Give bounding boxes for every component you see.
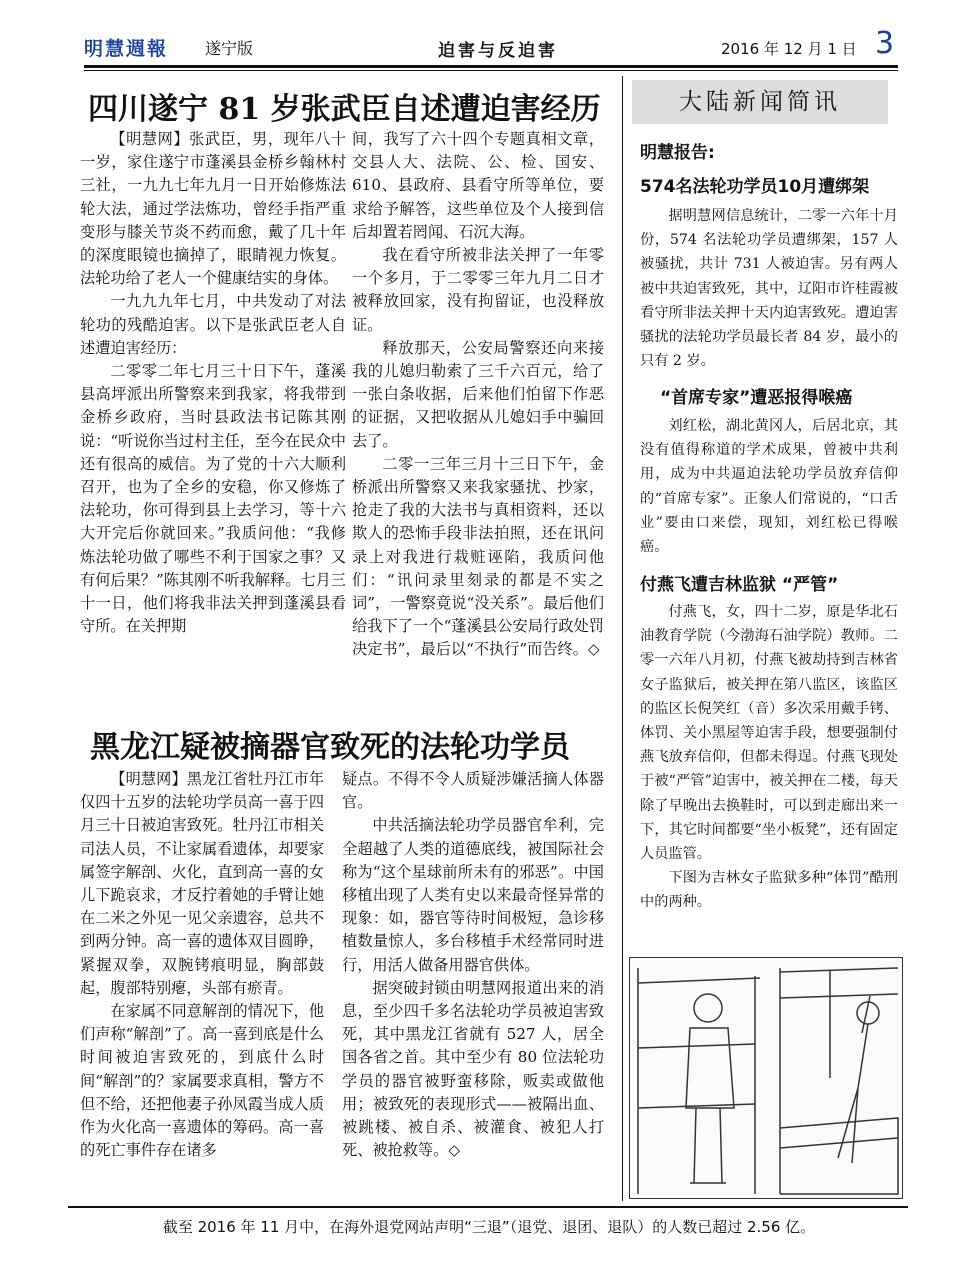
column-separator: [622, 76, 623, 1201]
issue-date: 2016 年 12 月 1 日: [721, 40, 857, 58]
article1-paragraph: 间，我写了六十四个专题真相文章，交县人大、法院、公、检、国安、610、县政府、县看守所等单位，要求给予解答，这些单位及个人接到信后却置若罔闻、石沉大海。: [352, 130, 604, 241]
sidebar-item2-body: [640, 414, 898, 559]
sidebar-item3-title: 付燕飞遭吉林监狱 “严管”: [640, 575, 839, 595]
torture-illustration: [629, 957, 903, 1199]
article1-paragraph: 一九九九年七月，中共发动了对法轮功的残酷迫害。以下是张武臣老人自述遭迫害经历：: [80, 292, 346, 357]
sidebar-paragraph: 下图为吉林女子监狱多种“体罚”酷刑中的两种。: [640, 870, 898, 911]
article1-paragraph: 【明慧网】张武臣，男，现年八十一岁，家住遂宁市蓬溪县金桥乡翰林村三社，一九九七年九月一日开始修炼法轮大法，通过学法炼功，曾经手指严重变形与膝关节炎不药而愈，戴了几十年的深度眼镜也摘掉了，眼睛视力恢复。法轮功给了老人一个健康结实的身体。: [80, 130, 346, 288]
article1-column-1: [80, 128, 346, 638]
page-number: 3: [875, 26, 895, 61]
edition-label: 遂宁版: [205, 39, 254, 58]
header-rule: [84, 65, 898, 68]
sidebar-title: 大陆新闻简讯: [632, 80, 888, 124]
article2-paragraph: 【明慧网】黑龙江省牡丹江市年仅四十五岁的法轮功学员高一喜于四月三十日被迫害致死。牡丹江市相关司法人员，不让家属看遗体，却要家属签字解剖、火化，直到高一喜的女儿下跪哀求，才反拧着她的手臂让她在二米之外见一见父亲遗容，总共不到两分钟。高一喜的遗体双目圆睁，紧握双拳，双腕铐痕明显，胸部鼓起，腹部特别瘪，头部有瘀青。: [80, 770, 324, 997]
footer-rule: [68, 1206, 908, 1208]
sidebar-paragraph: 付燕飞，女，四十二岁，原是华北石油教育学院（今渤海石油学院）教师。二零一六年八月初，付燕飞被劫持到吉林省女子监狱后，被关押在第八监区，该监区的监区长倪笑红（音）多次采用戴手铐、体罚、关小黑屋等迫害手段，想要强制付燕飞放弃信仰，但都未得逞。付燕飞现处于被“严管”迫害中，被关押在二楼，每天除了早晚出去换鞋时，可以到走廊出来一下，其它时间都要“坐小板凳”，还有固定人员监管。: [640, 604, 898, 863]
header-rule-thin: [84, 70, 898, 71]
article1-title: 四川遂宁 81 岁张武臣自述遭迫害经历: [88, 92, 601, 127]
article2-paragraph: 疑点。不得不令人质疑涉嫌活摘人体器官。: [342, 770, 604, 812]
article1-paragraph: 二零一三年三月十三日下午，金桥派出所警察又来我家骚扰、抄家，抢走了我的大法书与真相资料，还以欺人的恐怖手段非法拍照，还在讯问录上对我进行栽赃诬陷，我质问他们：“讯问录里刻录的都是不实之词”，一警察竟说“没关系”。最后他们给我下了一个“蓬溪县公安局行政处罚决定书”，最后以“不执行”而告终。◇: [352, 454, 604, 659]
section-title: 迫害与反迫害: [438, 41, 558, 61]
sidebar-paragraph: 刘红松，湖北黄冈人，后居北京，其没有值得称道的学术成果，曾被中共利用，成为中共逼迫法轮功学员放弃信仰的“首席专家”。正象人们常说的，“口舌业”要由口来偿，现知，刘红松已得喉癌。: [640, 418, 898, 556]
illustration-drawing: [630, 958, 902, 1198]
masthead-title: 明慧週報: [84, 38, 169, 60]
sidebar-item1-body: [640, 204, 898, 373]
sidebar-item1-title: 574名法轮功学员10月遭绑架: [640, 177, 870, 197]
article2-column-1: [80, 768, 324, 1162]
article1-paragraph: 释放那天，公安局警察还向来接我的儿媳归勒索了三千六百元，给了一张白条收据，后来他们怕留下作恶的证据，又把收据从儿媳妇手中骗回去了。: [352, 338, 604, 450]
sidebar-item3-body: [640, 600, 898, 915]
article1-column-2: [352, 128, 604, 662]
article1-paragraph: 二零零二年七月三十日下午，蓬溪县高坪派出所警察来到我家，将我带到金桥乡政府，当时县政法书记陈其刚说：“听说你当过村主任，至今在民众中还有很高的威信。为了党的十六大顺利召开，也为了全乡的安稳，你又修炼了法轮功，你可得到县上去学习，等十六大开完后你就回来。”我质问他：“我修炼法轮功做了哪些不利于国家之事？又有何后果？”陈其刚不听我解释。七月三十一日，他们将我非法关押到蓬溪县看守所。在关押期: [80, 362, 346, 636]
report-label: 明慧报告:: [640, 143, 715, 163]
article2-paragraph: 据突破封锁由明慧网报道出来的消息，至少四千多名法轮功学员被迫害致死，其中黑龙江省就有 527 人，居全国各省之首。其中至少有 80 位法轮功学员的器官被野蛮移除，贩卖或做他用；被致死的表现形式——被隔出血、被跳楼、被自杀、被灌食、被犯人打死、被抢救等。◇: [342, 978, 604, 1160]
article1-paragraph: 我在看守所被非法关押了一年零一个多月，于二零零三年九月二日才被释放回家，没有拘留证，也没释放证。: [352, 246, 604, 334]
sidebar-item2-title: “首席专家”遭恶报得喉癌: [660, 388, 853, 408]
footer-notice: 截至 2016 年 11 月中，在海外退党网站声明“三退”（退党、退团、退队）的人数已超过 2.56 亿。: [162, 1218, 816, 1236]
sidebar-paragraph: 据明慧网信息统计，二零一六年十月份，574 名法轮功学员遭绑架，157 人被骚扰，共计 731 人被迫害。另有两人被中共迫害致死，其中，辽阳市许桂霞被看守所非法关押十天内迫害致死。遭迫害骚扰的法轮功学员最长者 84 岁，最小的只有 2 岁。: [640, 208, 898, 370]
article2-paragraph: 中共活摘法轮功学员器官牟利，完全超越了人类的道德底线，被国际社会称为“这个星球前所未有的邪恶”。中国移植出现了人类有史以来最奇怪异常的现象：如，器官等待时间极短，急诊移植数量惊人，多台移植手术经常同时进行，用活人做备用器官供体。: [342, 816, 604, 974]
article2-column-2: [342, 768, 604, 1162]
article2-paragraph: 在家属不同意解剖的情况下，他们声称“解剖”了。高一喜到底是什么时间被迫害致死的，到底什么时间“解剖”的？家属要求真相，警方不但不给，还把他妻子孙凤霞当成人质作为火化高一喜遗体的筹码。高一喜的死亡事件存在诸多: [80, 1002, 324, 1160]
article2-title: 黑龙江疑被摘器官致死的法轮功学员: [90, 730, 570, 765]
